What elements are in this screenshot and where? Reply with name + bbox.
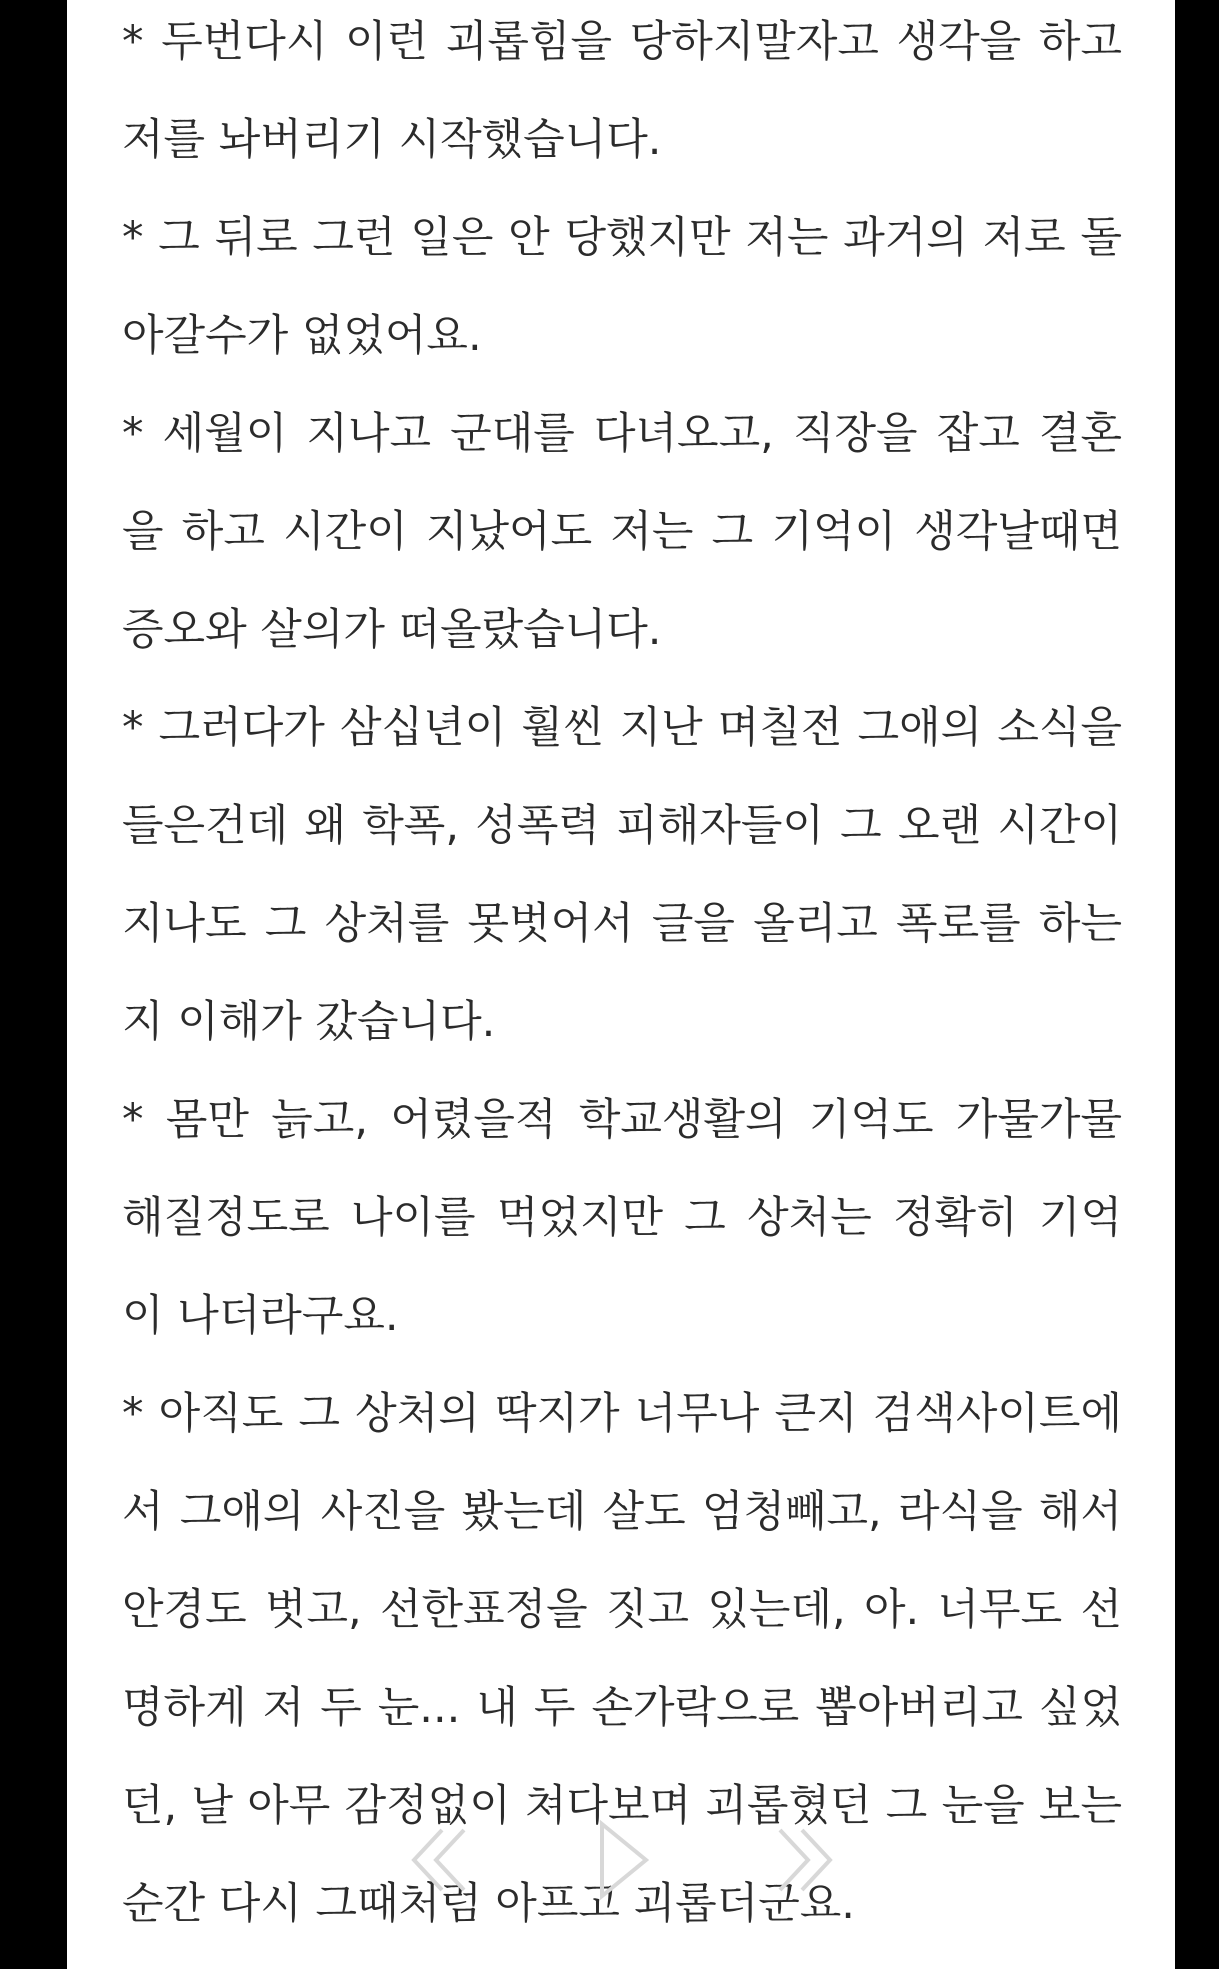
paragraph-line: 순간 다시 그때처럼 아프고 괴롭더군요.: [122, 1879, 855, 1929]
paragraph-line: 명하게 저 두 눈... 내 두 손가락으로 뽑아버리고 싶었: [122, 1683, 1122, 1733]
paragraph-line: 저를 놔버리기 시작했습니다.: [122, 115, 662, 165]
double-chevron-right-icon: [772, 1810, 842, 1910]
play-button[interactable]: [594, 1810, 654, 1910]
paragraph-line: 을 하고 시간이 지났어도 저는 그 기억이 생각날때면: [122, 507, 1122, 557]
paragraph-line: 아갈수가 없었어요.: [122, 311, 482, 361]
double-chevron-left-icon: [402, 1810, 472, 1910]
paragraph-line: * 몸만 늙고, 어렸을적 학교생활의 기억도 가물가물: [122, 1095, 1122, 1145]
paragraph-line: 해질정도로 나이를 먹었지만 그 상처는 정확히 기억: [122, 1193, 1122, 1243]
paragraph-line: * 그 뒤로 그런 일은 안 당했지만 저는 과거의 저로 돌: [122, 213, 1122, 263]
paragraph-line: 지나도 그 상처를 못벗어서 글을 올리고 폭로를 하는: [122, 899, 1122, 949]
paragraph-line: * 그러다가 삼십년이 훨씬 지난 며칠전 그애의 소식을: [122, 703, 1122, 753]
paragraph-line: * 아직도 그 상처의 딱지가 너무나 큰지 검색사이트에: [122, 1389, 1122, 1439]
paragraph-line: * 세월이 지나고 군대를 다녀오고, 직장을 잡고 결혼: [122, 409, 1122, 459]
post-page: [67, 0, 1175, 1969]
next-button[interactable]: [772, 1810, 842, 1910]
paragraph-line: 들은건데 왜 학폭, 성폭력 피해자들이 그 오랜 시간이: [122, 801, 1122, 851]
prev-button[interactable]: [402, 1810, 472, 1910]
play-icon: [594, 1810, 654, 1910]
paragraph-line: 서 그애의 사진을 봤는데 살도 엄청빼고, 라식을 해서: [122, 1487, 1122, 1537]
paragraph-line: 지 이해가 갔습니다.: [122, 997, 496, 1047]
paragraph-line: 증오와 살의가 떠올랐습니다.: [122, 605, 662, 655]
paragraph-line: 안경도 벗고, 선한표정을 짓고 있는데, 아. 너무도 선: [122, 1585, 1122, 1635]
paragraph-line: * 두번다시 이런 괴롭힘을 당하지말자고 생각을 하고: [122, 17, 1122, 67]
paragraph-line: 이 나더라구요.: [122, 1291, 399, 1341]
paragraph-line: 던, 날 아무 감정없이 쳐다보며 괴롭혔던 그 눈을 보는: [122, 1781, 1122, 1831]
